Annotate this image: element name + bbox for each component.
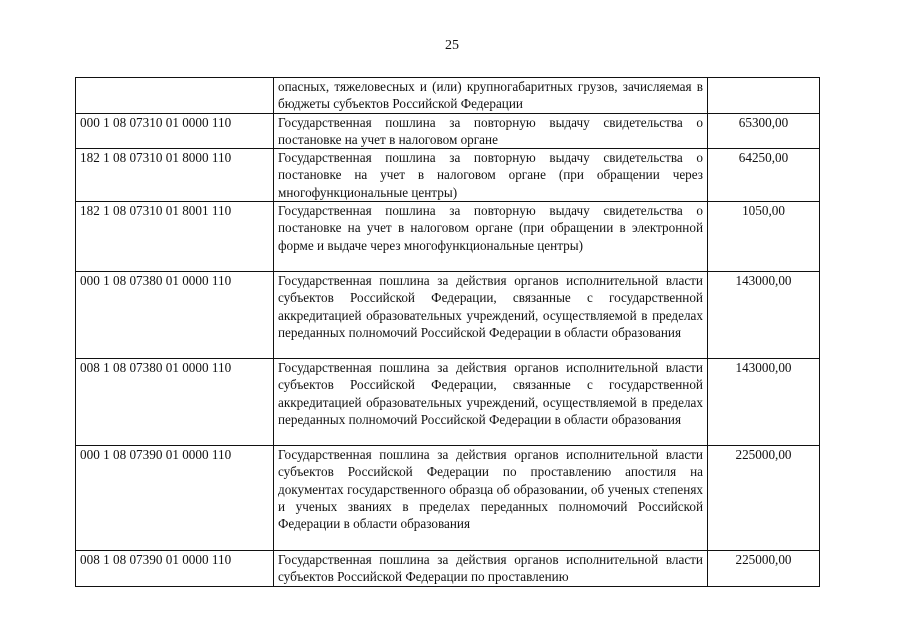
revenue-sum-cell: 143000,00 xyxy=(708,359,820,446)
revenue-name-cell: опасных, тяжеловесных и (или) крупногабаритных грузов, зачисляемая в бюджеты субъектов Российской Федерации xyxy=(274,78,708,114)
revenue-sum-cell: 64250,00 xyxy=(708,149,820,202)
budget-revenue-table xyxy=(75,77,820,587)
table-row xyxy=(76,359,820,446)
revenue-sum-cell: 225000,00 xyxy=(708,551,820,587)
revenue-code-cell: 000 1 08 07390 01 0000 110 xyxy=(76,446,274,551)
table-row xyxy=(76,202,820,272)
table-row xyxy=(76,446,820,551)
table-row xyxy=(76,149,820,202)
revenue-sum-cell xyxy=(708,78,820,114)
revenue-name-cell: Государственная пошлина за действия органов исполнительной власти субъектов Российской Федерации по проставлению апостиля на документах государственного образца об образовании, об ученых степенях и ученых званиях в пределах переданных полномочий Российской Федерации в области образования xyxy=(274,446,708,551)
revenue-sum-cell: 1050,00 xyxy=(708,202,820,272)
revenue-name-cell: Государственная пошлина за повторную выдачу свидетельства о постановке на учет в налоговом органе xyxy=(274,113,708,149)
revenue-code-cell: 000 1 08 07310 01 0000 110 xyxy=(76,113,274,149)
revenue-sum-cell: 143000,00 xyxy=(708,272,820,359)
revenue-code-cell xyxy=(76,78,274,114)
revenue-name-cell: Государственная пошлина за повторную выдачу свидетельства о постановке на учет в налоговом органе (при обращении через многофункциональные центры) xyxy=(274,149,708,202)
page-number: 25 xyxy=(445,38,459,53)
table-row xyxy=(76,551,820,587)
revenue-sum-cell: 225000,00 xyxy=(708,446,820,551)
revenue-name-cell: Государственная пошлина за действия органов исполнительной власти субъектов Российской Федерации, связанные с государственной аккредитацией образовательных учреждений, осуществляемой в пределах переданных полномочий Российской Федерации в области образования xyxy=(274,272,708,359)
revenue-name-cell: Государственная пошлина за действия органов исполнительной власти субъектов Российской Федерации по проставлению xyxy=(274,551,708,587)
revenue-code-cell: 008 1 08 07390 01 0000 110 xyxy=(76,551,274,587)
table-row xyxy=(76,78,820,114)
revenue-name-cell: Государственная пошлина за действия органов исполнительной власти субъектов Российской Федерации, связанные с государственной аккредитацией образовательных учреждений, осуществляемой в пределах переданных полномочий Российской Федерации в области образования xyxy=(274,359,708,446)
revenue-code-cell: 008 1 08 07380 01 0000 110 xyxy=(76,359,274,446)
table-row xyxy=(76,272,820,359)
revenue-code-cell: 182 1 08 07310 01 8001 110 xyxy=(76,202,274,272)
revenue-code-cell: 182 1 08 07310 01 8000 110 xyxy=(76,149,274,202)
revenue-code-cell: 000 1 08 07380 01 0000 110 xyxy=(76,272,274,359)
revenue-name-cell: Государственная пошлина за повторную выдачу свидетельства о постановке на учет в налоговом органе (при обращении в электронной форме и выдаче через многофункциональные центры) xyxy=(274,202,708,272)
revenue-sum-cell: 65300,00 xyxy=(708,113,820,149)
table-row xyxy=(76,113,820,149)
